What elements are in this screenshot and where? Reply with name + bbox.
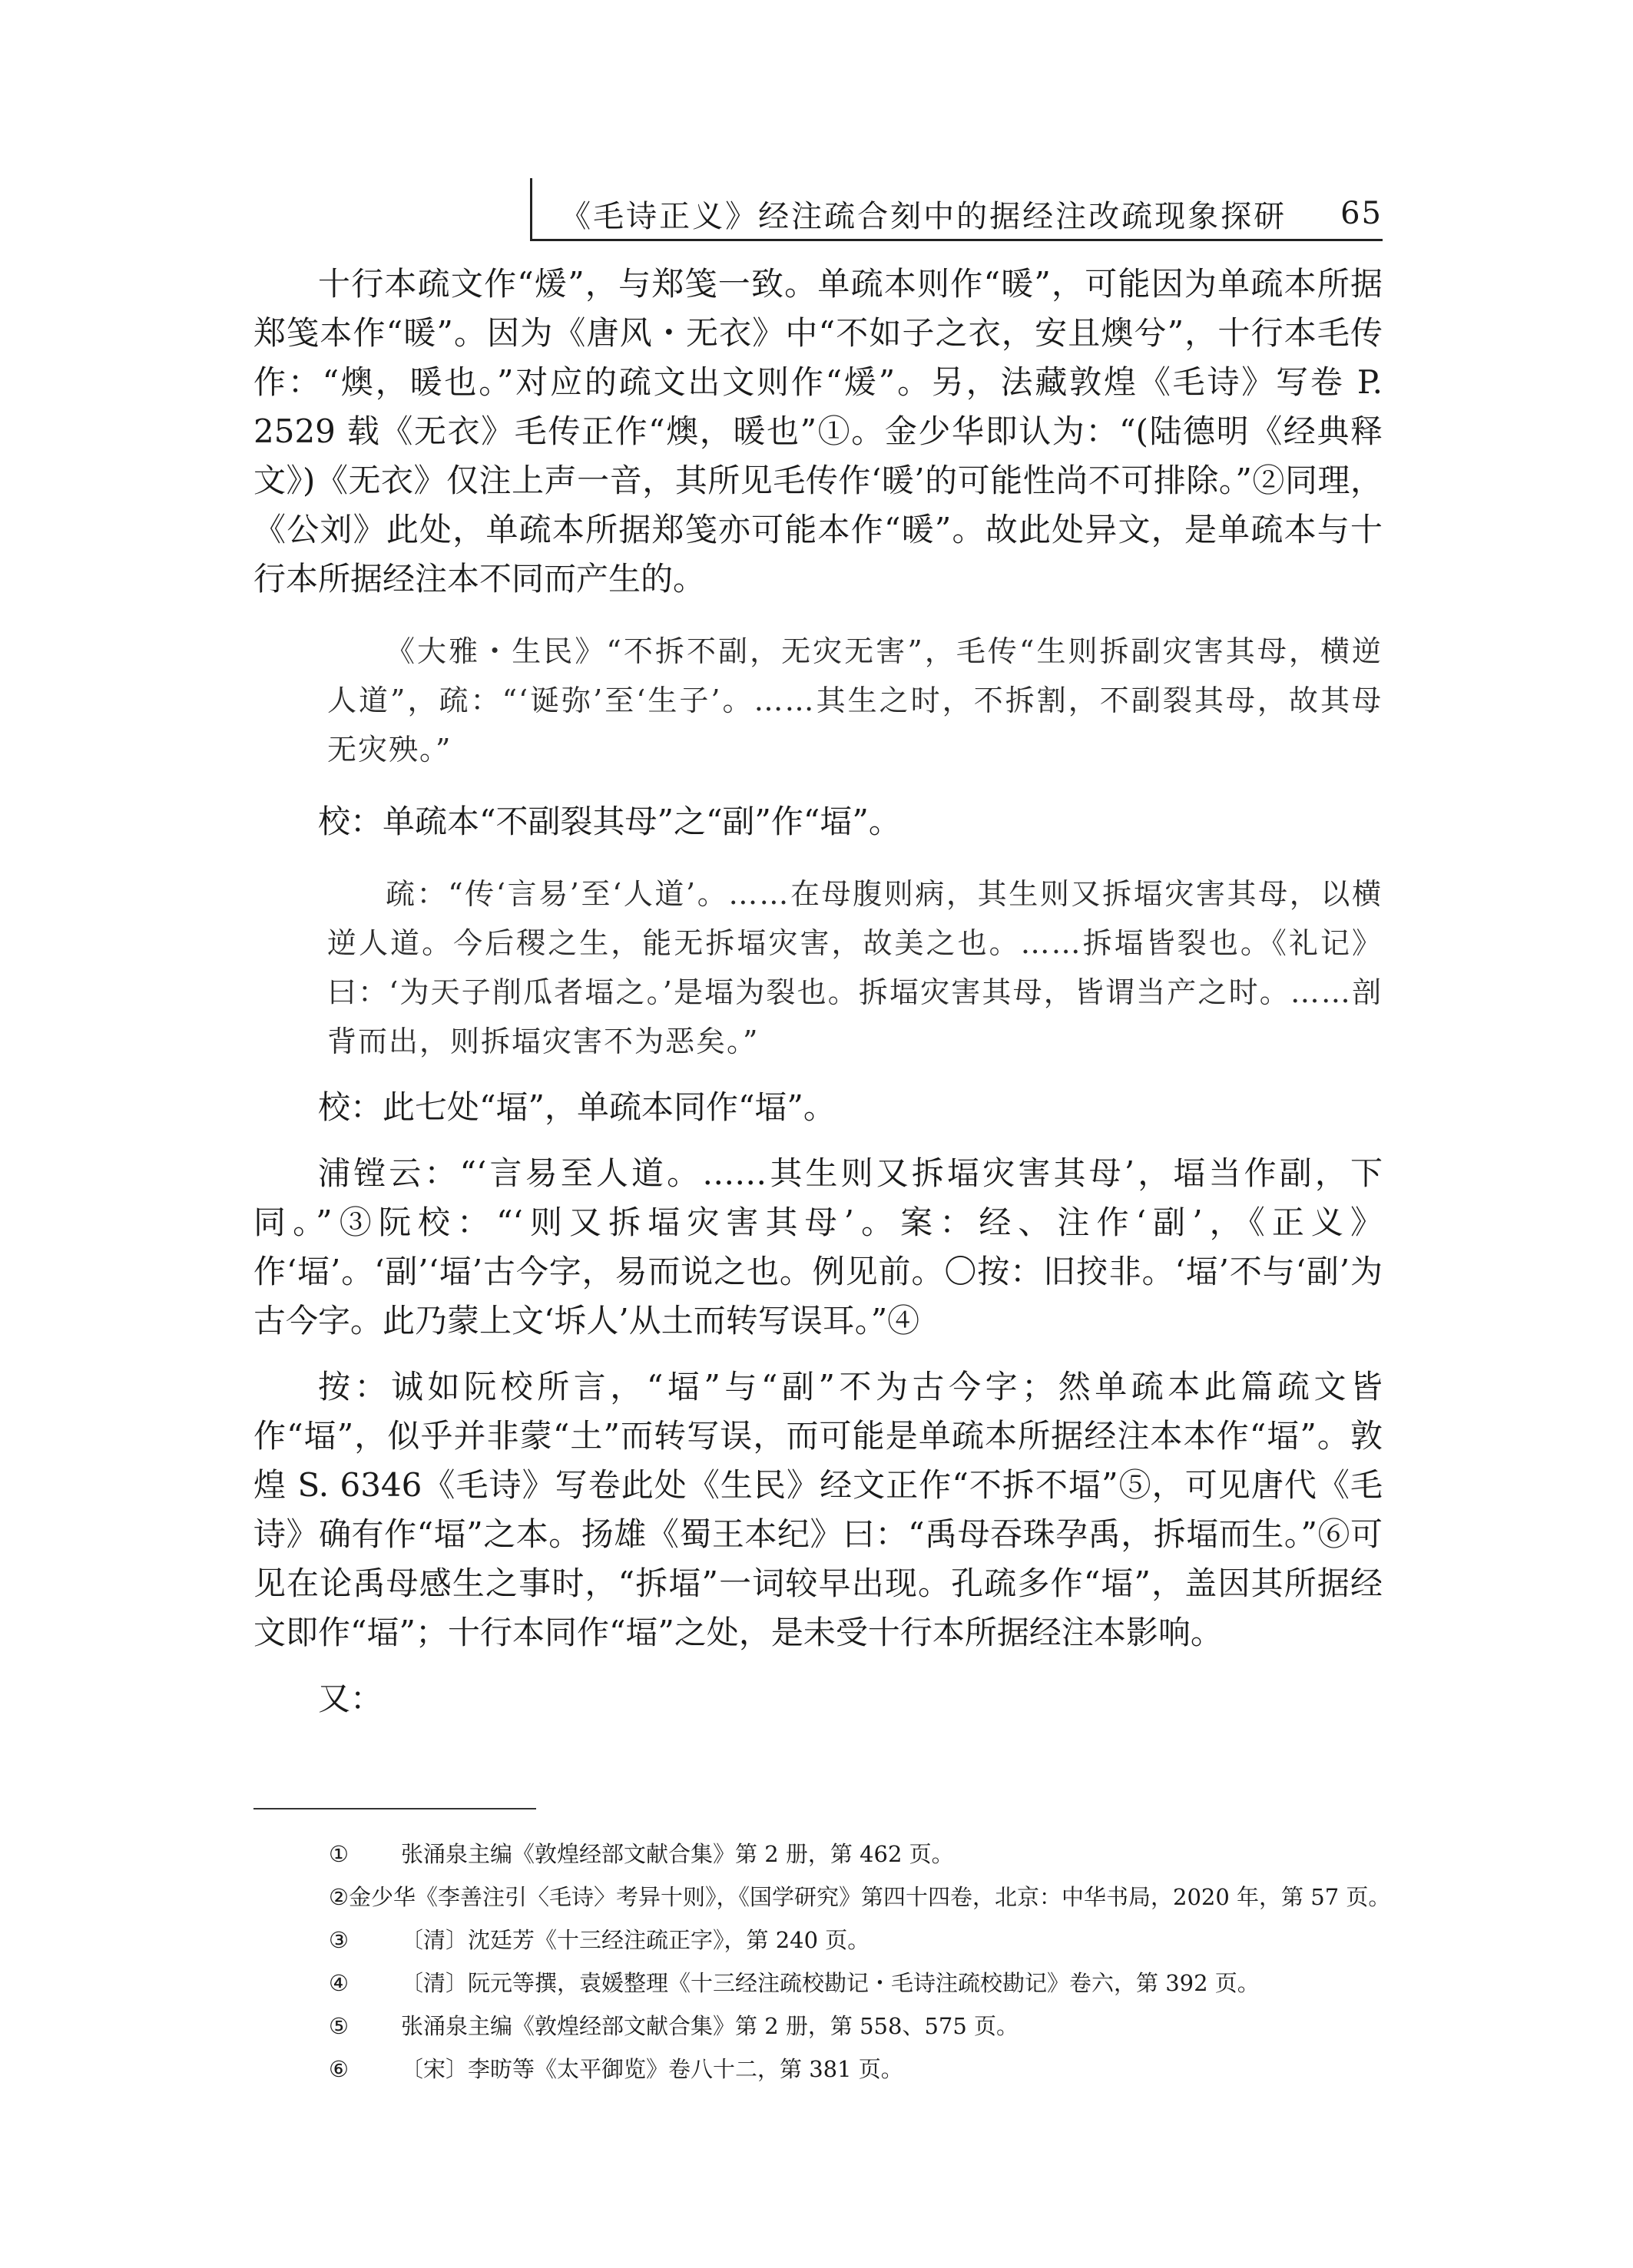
running-header [530, 190, 1383, 237]
footnote-2 [253, 1876, 1391, 1919]
collation-note-1: 校：单疏本“不副裂其母”之“副”作“堛”。 [318, 803, 901, 840]
footnote-6 [253, 2048, 1383, 2091]
main-text [253, 260, 1383, 1723]
footnote-text: 金少华《李善注引〈毛诗〉考异十则》，《国学研究》第四十四卷，北京：中华书局，2020 年，第 57 页。 [349, 1884, 1391, 1910]
running-title: 《毛诗正义》经注疏合刻中的据经注改疏现象探研 [560, 198, 1287, 234]
footnote-5 [253, 2005, 1383, 2048]
quote-block-1: 《大雅・生民》“不拆不副，无灾无害”，毛传“生则拆副灾害其母，横逆人道”，疏：“‘诞弥’至‘生子’。……其生之时，不拆割，不副裂其母，故其母无灾殃。” [327, 634, 1383, 766]
footnote-marker: ⑤ [329, 2013, 349, 2039]
footnote-text: 〔清〕沈廷芳《十三经注疏正字》，第 240 页。 [401, 1927, 870, 1953]
footnote-marker: ④ [329, 1970, 349, 1996]
footnote-text: 〔清〕阮元等撰，袁媛整理《十三经注疏校勘记・毛诗注疏校勘记》卷六，第 392 页。 [401, 1970, 1260, 1996]
footnote-marker: ⑥ [329, 2056, 349, 2082]
footnote-4 [253, 1962, 1383, 2005]
footnote-3 [253, 1919, 1383, 1962]
collation-note-2: 校：此七处“堛”，单疏本同作“堛”。 [318, 1088, 836, 1126]
footnote-marker: ② [329, 1884, 349, 1910]
page-number: 65 [1340, 196, 1383, 231]
footnote-marker: ① [329, 1841, 349, 1867]
paragraph-author-note: 按：诚如阮校所言，“堛”与“副”不为古今字；然单疏本此篇疏文皆作“堛”，似乎并非蒙“土”而转写误，而可能是单疏本所据经注本本作“堛”。敦煌 S. 6346《毛诗》写卷此处《生民》经文正作“不拆不堛”⑤，可见唐代《毛诗》确有作“堛”之本。扬雄《蜀王本纪》曰：“禹母吞珠孕禹，拆堛而生。”⑥可见在论禹母感生之事时，“拆堛”一词较早出现。孔疏多作“堛”，盖因其所据经文即作“堛”；十行本同作“堛”之处，是未受十行本所据经注本影响。 [253, 1368, 1383, 1651]
footnote-text: 张涌泉主编《敦煌经部文献合集》第 2 册，第 462 页。 [401, 1841, 954, 1867]
footnote-1 [253, 1833, 1383, 1876]
paragraph-pu-tang: 浦镗云：“‘言易至人道。……其生则又拆堛灾害其母’，堛当作副，下同。”③阮校：“‘则又拆堛灾害其母’。案：经、注作‘副’，《正义》作‘堛’。‘副’‘堛’古今字，易而说之也。例见前。〇按：旧挍非。‘堛’不与‘副’为古今字。此乃蒙上文‘坼人’从土而转写误耳。”④ [253, 1154, 1383, 1339]
footnote-marker: ③ [329, 1927, 349, 1953]
footnote-text: 张涌泉主编《敦煌经部文献合集》第 2 册，第 558、575 页。 [401, 2013, 1019, 2039]
footnote-separator [253, 1808, 536, 1809]
quote-block-2: 疏：“传‘言易’至‘人道’。……在母腹则病，其生则又拆堛灾害其母，以横逆人道。今后稷之生，能无拆堛灾害，故美之也。……拆堛皆裂也。《礼记》曰：‘为天子削瓜者堛之。’是堛为裂也。拆堛灾害其母，皆谓当产之时。……剖背而出，则拆堛灾害不为恶矣。” [327, 877, 1383, 1058]
paragraph-continue: 又： [318, 1680, 383, 1717]
paragraph-1: 十行本疏文作“煖”，与郑笺一致。单疏本则作“暖”，可能因为单疏本所据郑笺本作“暖”。因为《唐风・无衣》中“不如子之衣，安且燠兮”，十行本毛传作：“燠，暖也。”对应的疏文出文则作“煖”。另，法藏敦煌《毛诗》写卷 P. 2529 载《无衣》毛传正作“燠，暖也”①。金少华即认为：“(陆德明《经典释文》)《无衣》仅注上声一音，其所见毛传作‘暖’的可能性尚不可排除。”②同理，《公刘》此处，单疏本所据郑笺亦可能本作“暖”。故此处异文，是单疏本与十行本所据经注本不同而产生的。 [253, 265, 1383, 598]
header-horizontal-rule [530, 239, 1383, 241]
footnotes [253, 1833, 1391, 2091]
footnote-text: 〔宋〕李昉等《太平御览》卷八十二，第 381 页。 [401, 2056, 903, 2082]
